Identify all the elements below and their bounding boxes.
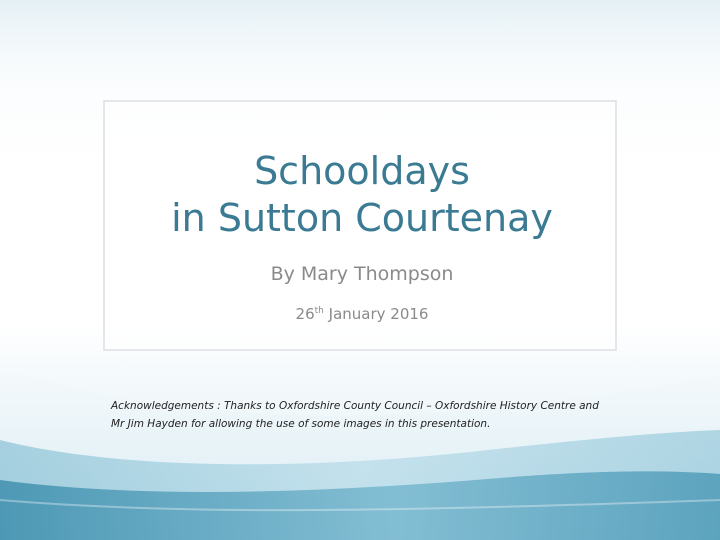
slide-title (105, 148, 619, 242)
top-fade (0, 0, 720, 110)
date-month-year: January 2016 (323, 305, 429, 323)
title-box (103, 100, 617, 351)
slide-title-line-1: Schooldays (254, 149, 470, 193)
presentation-date (105, 305, 619, 323)
acknowledgements (111, 397, 651, 433)
slide-subtitle: By Mary Thompson (270, 263, 454, 285)
date-day: 26 (295, 305, 315, 323)
date-suffix: th (314, 306, 324, 316)
acknowledgements-line-2: Mr Jim Hayden for allowing the use of some images in this presentation. (111, 418, 491, 430)
slide-title-line-2: in Sutton Courtenay (171, 196, 553, 240)
acknowledgements-line-1: Acknowledgements : Thanks to Oxfordshire County Council – Oxfordshire History Centre and (111, 400, 599, 412)
